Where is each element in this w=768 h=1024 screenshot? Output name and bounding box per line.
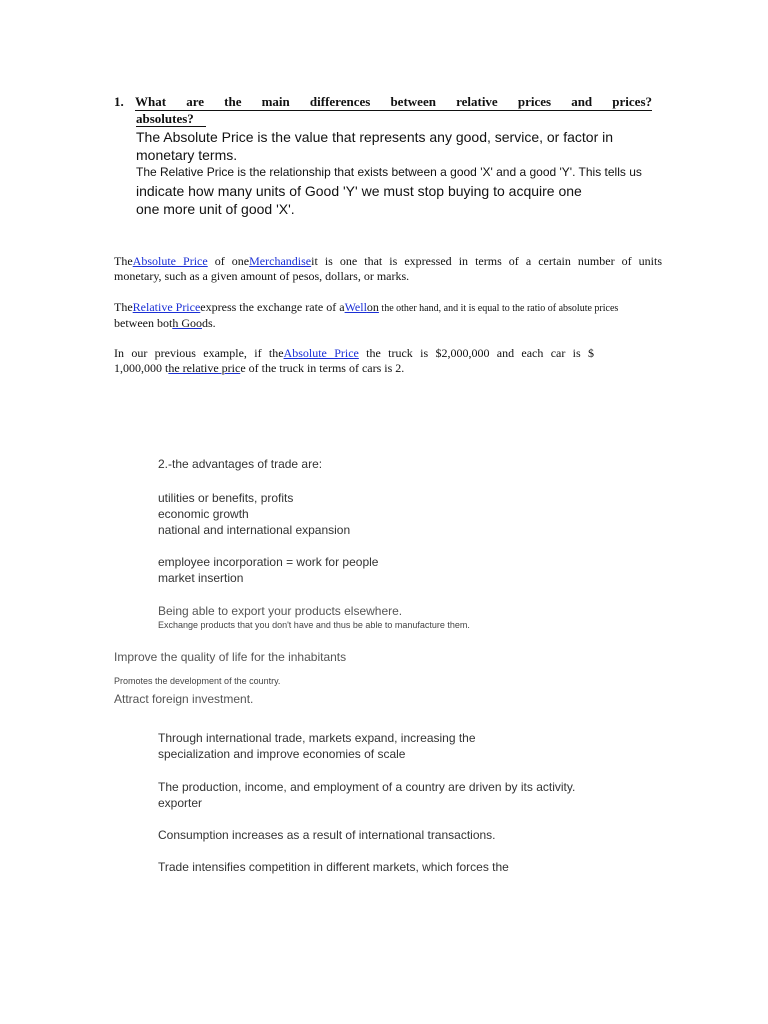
list-item: employee incorporation = work for people [158, 555, 379, 569]
attract-text: Attract foreign investment. [114, 692, 254, 706]
question-2-title: 2.-the advantages of trade are: [158, 457, 323, 471]
text: the other hand, and it is equal to the ratio of absolute prices [378, 303, 619, 314]
text: it is one that is expressed in terms of a certain number of units [311, 254, 662, 268]
answer-relative-price [136, 164, 676, 180]
paragraph-line [114, 346, 594, 361]
consumption-text: Consumption increases as a result of international transactions. [158, 828, 496, 842]
production-paragraph [158, 779, 575, 811]
text: 1,000,000 t [114, 361, 169, 375]
text: between bot [114, 316, 173, 330]
text: he relative pric [168, 361, 241, 375]
text: h Goo [172, 316, 202, 330]
question-number: 1. [114, 94, 124, 109]
absolute-price-link-2[interactable]: Absolute Price [283, 346, 359, 360]
trade-text: Trade intensifies competition in different markets, which forces the [158, 860, 509, 874]
list-item: Through international trade, markets expand, increasing the [158, 731, 476, 745]
answer-line: one more unit of good 'X'. [136, 201, 295, 217]
list-item: exporter [158, 796, 203, 810]
text: on [366, 300, 379, 314]
text: The [114, 254, 133, 268]
export-text: Being able to export your products elsewhere. [158, 604, 403, 618]
question-text-line-1: What are the main differences between relative prices and prices? [135, 94, 652, 109]
merchandise-link[interactable]: Merchandise [249, 254, 312, 268]
paragraph-line [114, 361, 594, 376]
answer-relative-price-cont [136, 182, 676, 218]
through-paragraph [158, 730, 476, 762]
list-item: The production, income, and employment of a country are driven by its activity. [158, 780, 576, 794]
paragraph-line [114, 316, 676, 331]
paragraph-absolute-price [114, 254, 662, 284]
paragraph-line [114, 254, 662, 269]
list-item: national and international expansion [158, 523, 351, 537]
promotes-text: Promotes the development of the country. [114, 676, 281, 686]
text: ds. [201, 316, 216, 330]
answer-line: The Absolute Price is the value that represents any good, service, or factor in [136, 129, 614, 145]
exchange-text: Exchange products that you don't have and thus be able to manufacture them. [158, 620, 470, 630]
list-item: economic growth [158, 507, 249, 521]
paragraph-example [114, 346, 594, 376]
answer-line: monetary terms. [136, 147, 238, 163]
answer-absolute-price [136, 128, 676, 164]
text: of one [207, 254, 250, 268]
quality-text: Improve the quality of life for the inhabitants [114, 650, 347, 664]
advantages-list-2 [158, 554, 378, 586]
question-text-line-2: absolutes? [136, 111, 206, 127]
text: The [114, 300, 133, 314]
relative-price-link[interactable]: Relative Price [132, 300, 201, 314]
paragraph-relative-price [114, 300, 676, 331]
paragraph-line [114, 300, 676, 316]
list-item: specialization and improve economies of scale [158, 747, 406, 761]
paragraph-line: monetary, such as a given amount of pesos, dollars, or marks. [114, 269, 410, 283]
text: In our previous example, if the [114, 346, 284, 360]
absolute-price-link[interactable]: Absolute Price [132, 254, 208, 268]
text: the truck is $2,000,000 and each car is $ [358, 346, 594, 360]
text: express the exchange rate of a [200, 300, 345, 314]
answer-line: indicate how many units of Good 'Y' we must stop buying to acquire one [136, 183, 582, 199]
list-item: market insertion [158, 571, 244, 585]
advantages-list-1 [158, 490, 350, 538]
well-link[interactable]: Well [344, 300, 367, 314]
list-item: utilities or benefits, profits [158, 491, 294, 505]
answer-line: The Relative Price is the relationship that exists between a good 'X' and a good 'Y'. This tells us [136, 165, 642, 179]
text: e of the truck in terms of cars is 2. [240, 361, 405, 375]
